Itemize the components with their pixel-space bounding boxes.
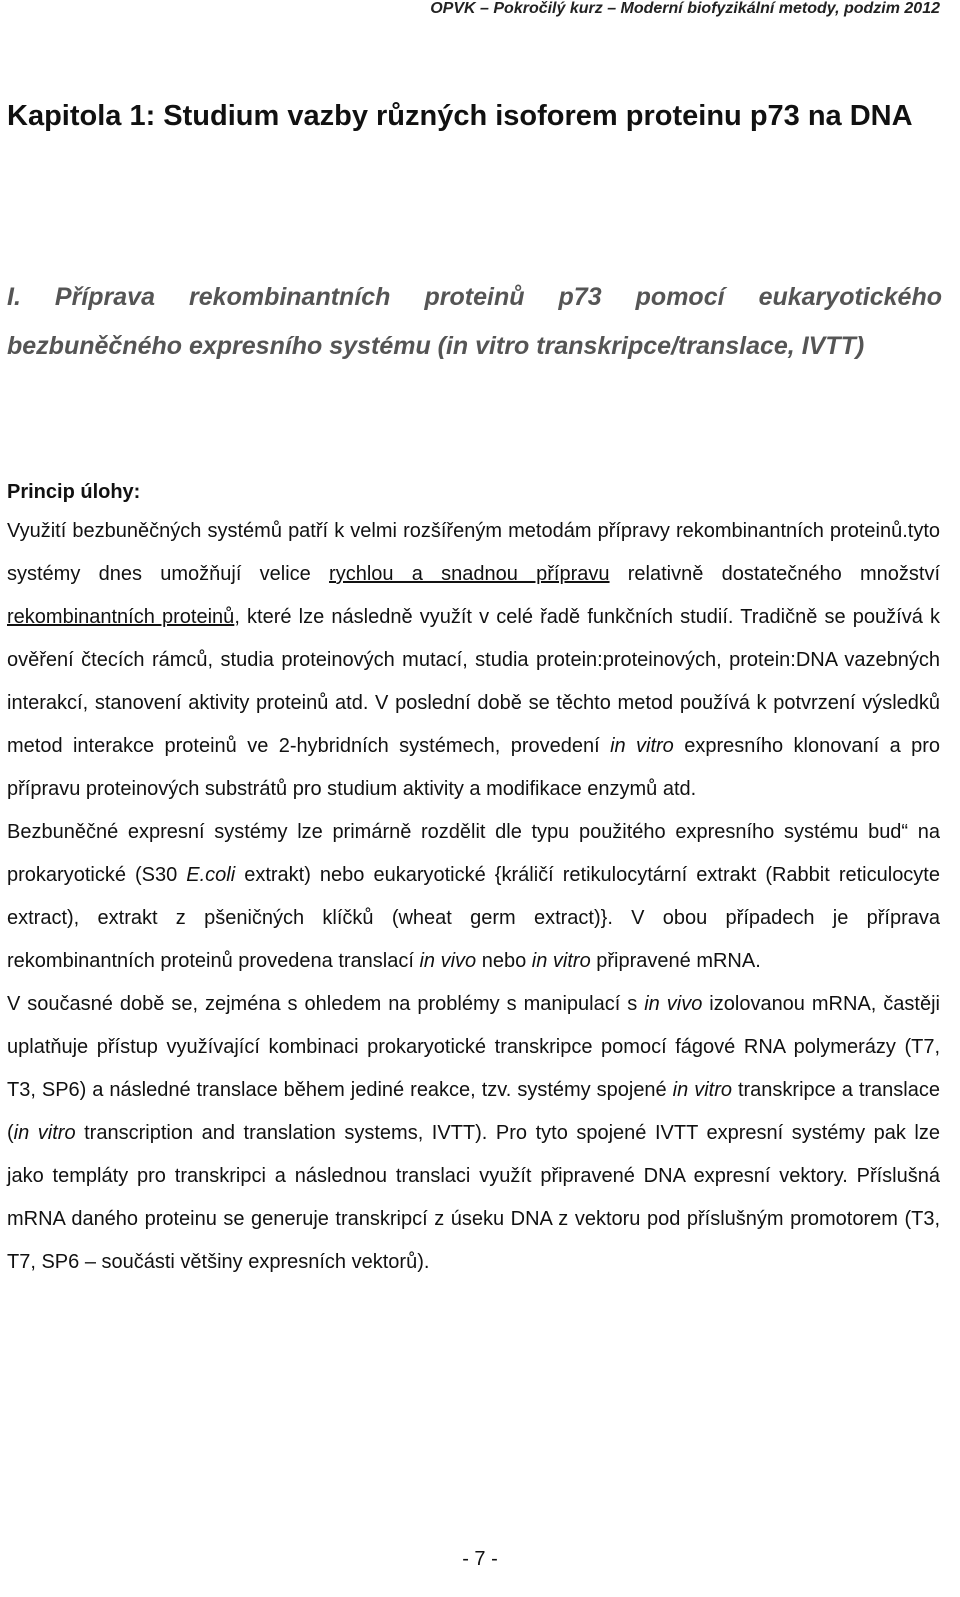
text-span: Bezbuněčné expresní systémy lze primárně rozdělit dle typu použitého expresního systému bud“ na prokaryotické (S30 (7, 821, 940, 886)
text-span: připravené mRNA. (590, 950, 761, 972)
italic-text: in vivo (419, 950, 477, 972)
italic-text: in vitro (13, 1122, 76, 1144)
text-span: V současné době se, zejména s ohledem na problémy s manipulací s (7, 993, 645, 1015)
running-header: OPVK – Pokročilý kurz – Moderní biofyzikální metody, podzim 2012 (430, 0, 940, 17)
text-span: Využití bezbuněčných systémů patří k velmi rozšířeným metodám přípravy rekombinantních proteinů.tyto systémy dnes umožňují velice (7, 520, 940, 585)
principle-heading: Princip úlohy: (7, 481, 141, 503)
paragraph-3 (7, 983, 940, 1284)
text-span: izolovanou mRNA, častěji uplatňuje přístup využívající kombinaci prokaryotické transkripce pomocí fágové RNA polymerázy (T7, T3, SP6) a následné translace během jediné reakce, tzv. systémy spojené (7, 993, 940, 1101)
italic-text: in vitro (531, 950, 591, 972)
section-title: I. Příprava rekombinantních proteinů p73 pomocí eukaryotického bezbuněčného expresního systému (in vitro transkripce/translace, IVTT) (7, 283, 942, 360)
italic-text: E.coli (186, 864, 236, 886)
paragraph-2 (7, 811, 940, 983)
text-span: transcription and translation systems, IVTT). Pro tyto spojené IVTT expresní systémy pak lze jako templáty pro transkripci a následnou translaci využít připravené DNA expresní vektory. Příslušná mRNA daného proteinu se generuje transkripcí z úseku DNA z vektoru pod příslušným promotorem (T3, T7, SP6 – součásti většiny expresních vektorů). (7, 1122, 940, 1273)
underlined-text: rekombinantních proteinů (7, 606, 235, 628)
paragraph-1 (7, 510, 940, 811)
chapter-title: Kapitola 1: Studium vazby různých isoforem proteinu p73 na DNA (7, 100, 913, 132)
page-number: - 7 - (462, 1548, 498, 1570)
text-span: , které lze následně využít v celé řadě funkčních studií. Tradičně se používá k ověření čtecích rámců, studia proteinových mutací, studia protein:proteinových, protein:DNA vazebných interakcí, stanovení aktivity proteinů atd. V poslední době se těchto metod používá k potvrzení výsledků metod interakce proteinů ve 2-hybridních systémech, provedení (7, 606, 940, 757)
italic-text: in vitro (672, 1079, 732, 1101)
text-span: extrakt) nebo eukaryotické {králičí retikulocytární extrakt (Rabbit reticulocyte extract), extrakt z pšeničných klíčků (wheat germ extract)}. V obou případech je příprava rekombinantních proteinů provedena translací (7, 864, 940, 972)
italic-text: in vivo (644, 993, 703, 1015)
text-span: expresního klonovaní a pro přípravu proteinových substrátů pro studium aktivity a modifikace enzymů atd. (7, 735, 940, 800)
body-text (7, 510, 940, 1284)
italic-text: in vitro (610, 735, 674, 757)
underlined-text: rychlou a snadnou přípravu (329, 563, 610, 585)
text-span: relativně dostatečného množství (609, 563, 940, 585)
text-span: nebo (476, 950, 532, 972)
text-span: transkripce a translace ( (7, 1079, 940, 1144)
